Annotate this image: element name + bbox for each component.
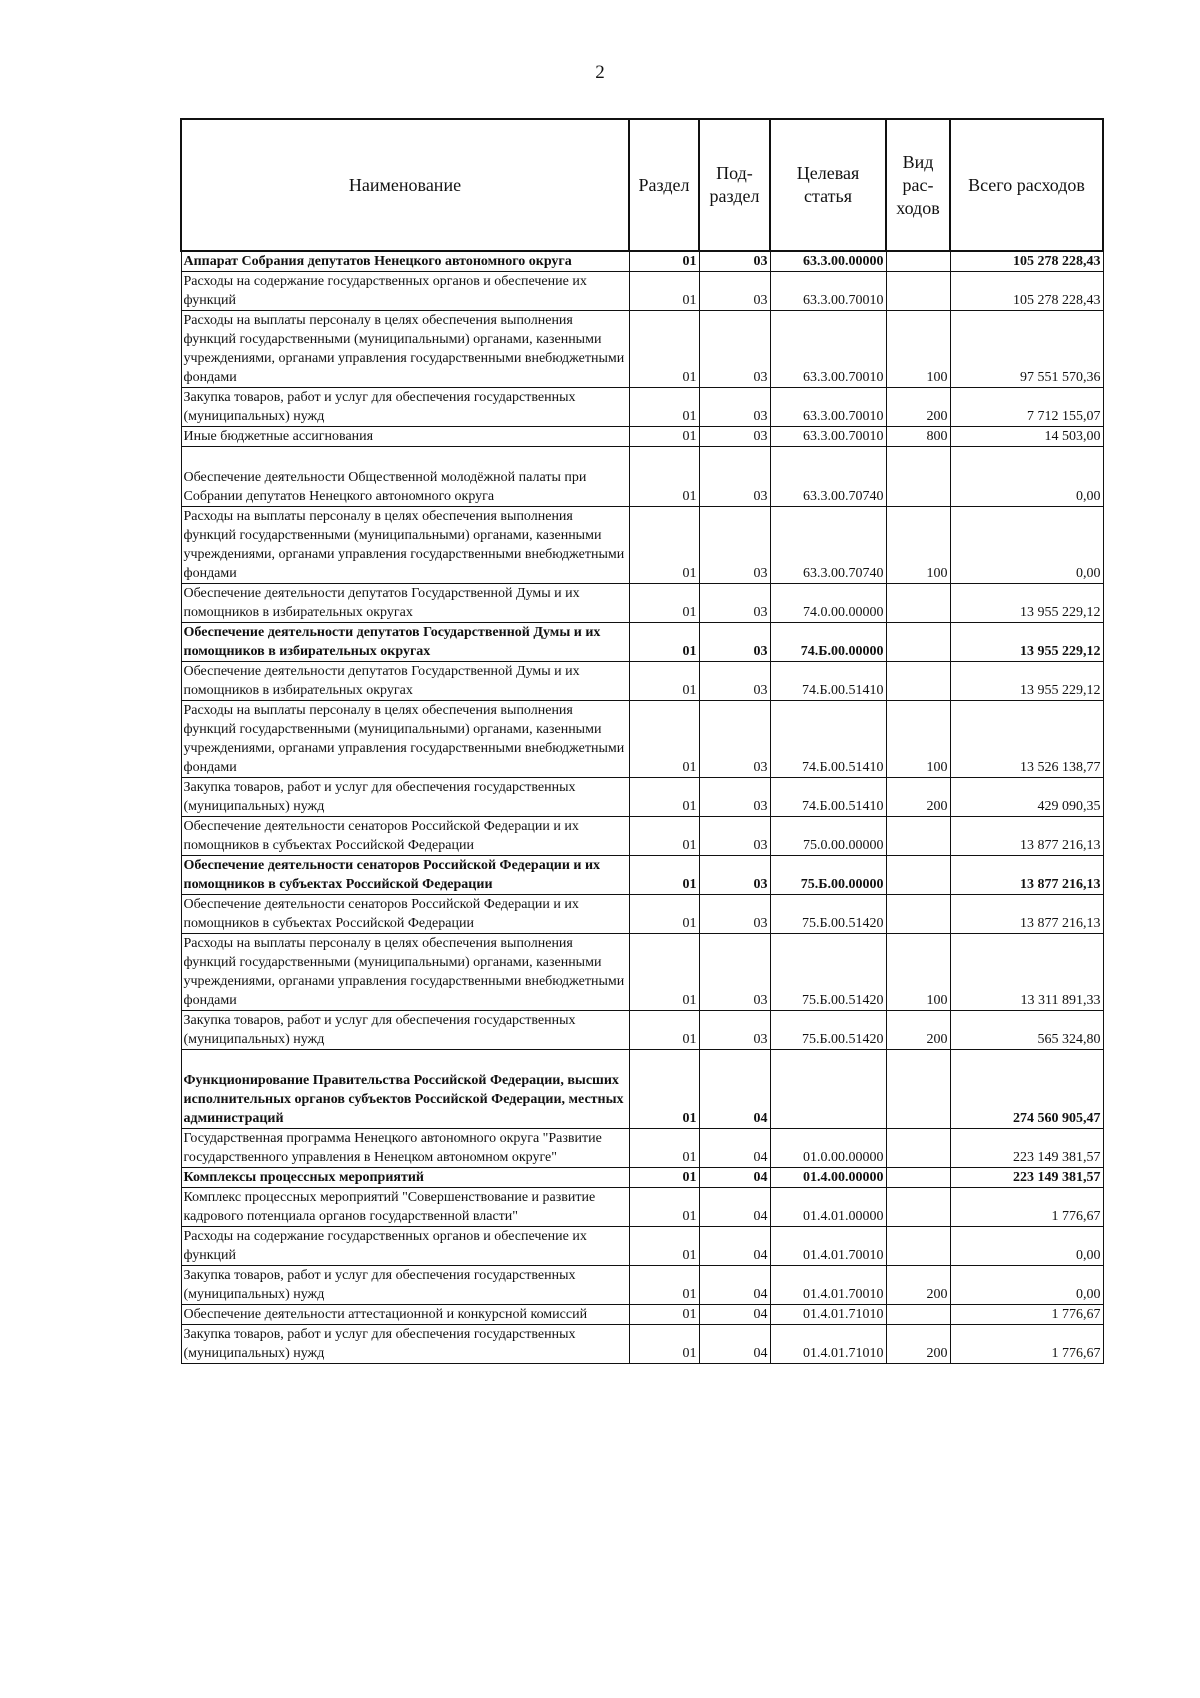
row-razdel: 01: [629, 311, 699, 388]
table-row: [181, 1305, 1103, 1325]
row-podrazdel: 03: [699, 251, 770, 272]
row-razdel: 01: [629, 856, 699, 895]
row-sum: 0,00: [950, 1227, 1103, 1266]
table-row: [181, 1188, 1103, 1227]
row-vid: [886, 1129, 950, 1168]
row-target: 75.Б.00.51420: [770, 895, 886, 934]
row-name: Закупка товаров, работ и услуг для обеспечения государственных (муниципальных) нужд: [181, 778, 629, 817]
row-vid: [886, 1188, 950, 1227]
row-sum: 274 560 905,47: [950, 1050, 1103, 1129]
row-podrazdel: 03: [699, 388, 770, 427]
row-sum: 13 877 216,13: [950, 856, 1103, 895]
row-target: 63.3.00.70010: [770, 388, 886, 427]
row-vid: 200: [886, 1011, 950, 1050]
row-target: 74.Б.00.51410: [770, 701, 886, 778]
row-sum: 1 776,67: [950, 1325, 1103, 1364]
row-sum: 429 090,35: [950, 778, 1103, 817]
row-razdel: 01: [629, 272, 699, 311]
row-name: Обеспечение деятельности сенаторов Российской Федерации и их помощников в субъектах Российской Федерации: [181, 856, 629, 895]
row-razdel: 01: [629, 1129, 699, 1168]
row-target: 63.3.00.70740: [770, 447, 886, 507]
row-target: 63.3.00.70010: [770, 272, 886, 311]
row-vid: 100: [886, 934, 950, 1011]
row-name: Обеспечение деятельности депутатов Государственной Думы и их помощников в избирательных округах: [181, 623, 629, 662]
row-name: Расходы на выплаты персоналу в целях обеспечения выполнения функций государственными (муниципальными) органами, казенными учреждениями, органами управления государственными внебюджетными фондами: [181, 701, 629, 778]
row-name: Обеспечение деятельности депутатов Государственной Думы и их помощников в избирательных округах: [181, 584, 629, 623]
row-vid: 200: [886, 388, 950, 427]
row-vid: [886, 272, 950, 311]
row-vid: 100: [886, 507, 950, 584]
table-row: [181, 311, 1103, 388]
table-row: [181, 856, 1103, 895]
table-row: [181, 1050, 1103, 1129]
row-name: Обеспечение деятельности сенаторов Российской Федерации и их помощников в субъектах Российской Федерации: [181, 817, 629, 856]
row-vid: 100: [886, 311, 950, 388]
row-name: Расходы на содержание государственных органов и обеспечение их функций: [181, 1227, 629, 1266]
header-podrazdel-line: Под-: [716, 163, 753, 183]
row-target: 01.0.00.00000: [770, 1129, 886, 1168]
row-sum: 13 955 229,12: [950, 662, 1103, 701]
header-vid-line: ходов: [896, 197, 940, 218]
row-podrazdel: 04: [699, 1188, 770, 1227]
header-name: Наименование: [181, 119, 629, 251]
row-target: 01.4.00.00000: [770, 1168, 886, 1188]
table-body: [181, 251, 1103, 1364]
row-podrazdel: 04: [699, 1050, 770, 1129]
row-sum: 13 955 229,12: [950, 584, 1103, 623]
row-podrazdel: 04: [699, 1227, 770, 1266]
header-vid-line: рас-: [902, 174, 934, 195]
row-vid: [886, 1050, 950, 1129]
table-row: [181, 701, 1103, 778]
table-row: [181, 934, 1103, 1011]
table-row: [181, 584, 1103, 623]
row-vid: 200: [886, 1266, 950, 1305]
row-podrazdel: 03: [699, 623, 770, 662]
row-razdel: 01: [629, 662, 699, 701]
row-sum: 1 776,67: [950, 1188, 1103, 1227]
row-podrazdel: 03: [699, 427, 770, 447]
row-podrazdel: 04: [699, 1168, 770, 1188]
row-razdel: 01: [629, 701, 699, 778]
row-podrazdel: 03: [699, 507, 770, 584]
row-razdel: 01: [629, 778, 699, 817]
header-total: Всего расходов: [950, 119, 1103, 251]
row-name: Функционирование Правительства Российской Федерации, высших исполнительных органов субъектов Российской Федерации, местных администраций: [181, 1050, 629, 1129]
row-target: [770, 1050, 886, 1129]
header-vid: [886, 119, 950, 251]
row-target: 74.0.00.00000: [770, 584, 886, 623]
row-vid: 200: [886, 778, 950, 817]
row-sum: 105 278 228,43: [950, 251, 1103, 272]
row-razdel: 01: [629, 388, 699, 427]
table-row: [181, 251, 1103, 272]
row-target: 01.4.01.71010: [770, 1325, 886, 1364]
row-target: 01.4.01.70010: [770, 1266, 886, 1305]
row-target: 74.Б.00.51410: [770, 778, 886, 817]
row-podrazdel: 04: [699, 1305, 770, 1325]
table-row: [181, 1266, 1103, 1305]
row-target: 75.Б.00.51420: [770, 1011, 886, 1050]
row-vid: [886, 1227, 950, 1266]
row-razdel: 01: [629, 251, 699, 272]
row-podrazdel: 03: [699, 934, 770, 1011]
table-row: [181, 1129, 1103, 1168]
row-razdel: 01: [629, 584, 699, 623]
expenditure-table: [180, 118, 1104, 1364]
row-razdel: 01: [629, 1305, 699, 1325]
row-sum: 13 877 216,13: [950, 817, 1103, 856]
row-razdel: 01: [629, 1050, 699, 1129]
row-name: Закупка товаров, работ и услуг для обеспечения государственных (муниципальных) нужд: [181, 1266, 629, 1305]
header-celevaya-line: статья: [804, 186, 852, 206]
table-row: [181, 507, 1103, 584]
row-podrazdel: 03: [699, 778, 770, 817]
row-podrazdel: 03: [699, 662, 770, 701]
row-target: 75.0.00.00000: [770, 817, 886, 856]
row-name: Обеспечение деятельности сенаторов Российской Федерации и их помощников в субъектах Российской Федерации: [181, 895, 629, 934]
row-sum: 13 311 891,33: [950, 934, 1103, 1011]
row-target: 63.3.00.00000: [770, 251, 886, 272]
row-sum: 7 712 155,07: [950, 388, 1103, 427]
table-row: [181, 623, 1103, 662]
row-name: Комплексы процессных мероприятий: [181, 1168, 629, 1188]
row-podrazdel: 03: [699, 584, 770, 623]
row-name: Закупка товаров, работ и услуг для обеспечения государственных (муниципальных) нужд: [181, 1325, 629, 1364]
row-razdel: 01: [629, 623, 699, 662]
page-number: 2: [595, 62, 605, 83]
row-vid: 800: [886, 427, 950, 447]
header-podrazdel-line: раздел: [709, 186, 760, 206]
table-row: [181, 778, 1103, 817]
row-razdel: 01: [629, 1266, 699, 1305]
row-vid: [886, 251, 950, 272]
row-razdel: 01: [629, 1227, 699, 1266]
header-razdel: Раздел: [629, 119, 699, 251]
row-vid: [886, 1168, 950, 1188]
row-sum: 13 877 216,13: [950, 895, 1103, 934]
row-target: 63.3.00.70010: [770, 311, 886, 388]
row-razdel: 01: [629, 934, 699, 1011]
row-podrazdel: 03: [699, 311, 770, 388]
row-vid: [886, 447, 950, 507]
row-target: 01.4.01.00000: [770, 1188, 886, 1227]
header-celevaya: [770, 119, 886, 251]
row-razdel: 01: [629, 447, 699, 507]
row-podrazdel: 04: [699, 1266, 770, 1305]
row-target: 63.3.00.70740: [770, 507, 886, 584]
table-row: [181, 662, 1103, 701]
table-row: [181, 1227, 1103, 1266]
table-row: [181, 1168, 1103, 1188]
row-sum: 565 324,80: [950, 1011, 1103, 1050]
row-name: Обеспечение деятельности депутатов Государственной Думы и их помощников в избирательных округах: [181, 662, 629, 701]
row-sum: 223 149 381,57: [950, 1129, 1103, 1168]
row-razdel: 01: [629, 427, 699, 447]
row-vid: [886, 662, 950, 701]
row-target: 01.4.01.71010: [770, 1305, 886, 1325]
row-sum: 0,00: [950, 507, 1103, 584]
table-row: [181, 1325, 1103, 1364]
row-sum: 14 503,00: [950, 427, 1103, 447]
row-target: 01.4.01.70010: [770, 1227, 886, 1266]
row-vid: [886, 856, 950, 895]
row-target: 74.Б.00.51410: [770, 662, 886, 701]
row-vid: 200: [886, 1325, 950, 1364]
row-sum: 105 278 228,43: [950, 272, 1103, 311]
row-name: Расходы на выплаты персоналу в целях обеспечения выполнения функций государственными (муниципальными) органами, казенными учреждениями, органами управления государственными внебюджетными фондами: [181, 311, 629, 388]
row-vid: [886, 623, 950, 662]
row-name: Расходы на содержание государственных органов и обеспечение их функций: [181, 272, 629, 311]
row-sum: 13 955 229,12: [950, 623, 1103, 662]
row-target: 74.Б.00.00000: [770, 623, 886, 662]
row-name: Расходы на выплаты персоналу в целях обеспечения выполнения функций государственными (муниципальными) органами, казенными учреждениями, органами управления государственными внебюджетными фондами: [181, 934, 629, 1011]
row-target: 63.3.00.70010: [770, 427, 886, 447]
row-razdel: 01: [629, 1325, 699, 1364]
row-name: Обеспечение деятельности Общественной молодёжной палаты при Собрании депутатов Ненецкого автономного округа: [181, 447, 629, 507]
table-row: [181, 817, 1103, 856]
table-row: [181, 427, 1103, 447]
header-vid-line: Вид: [902, 151, 934, 172]
row-razdel: 01: [629, 895, 699, 934]
table-row: [181, 272, 1103, 311]
row-razdel: 01: [629, 507, 699, 584]
table-row: [181, 1011, 1103, 1050]
row-sum: 0,00: [950, 447, 1103, 507]
row-sum: 97 551 570,36: [950, 311, 1103, 388]
row-razdel: 01: [629, 1188, 699, 1227]
row-name: Обеспечение деятельности аттестационной и конкурсной комиссий: [181, 1305, 629, 1325]
row-vid: [886, 1305, 950, 1325]
row-vid: [886, 817, 950, 856]
row-razdel: 01: [629, 1168, 699, 1188]
row-podrazdel: 04: [699, 1129, 770, 1168]
row-razdel: 01: [629, 1011, 699, 1050]
row-podrazdel: 03: [699, 856, 770, 895]
row-vid: [886, 895, 950, 934]
table-row: [181, 447, 1103, 507]
row-name: Закупка товаров, работ и услуг для обеспечения государственных (муниципальных) нужд: [181, 1011, 629, 1050]
row-name: Комплекс процессных мероприятий "Совершенствование и развитие кадрового потенциала органов государственной власти": [181, 1188, 629, 1227]
header-celevaya-line: Целевая: [796, 163, 860, 183]
row-sum: 0,00: [950, 1266, 1103, 1305]
table-row: [181, 895, 1103, 934]
row-vid: 100: [886, 701, 950, 778]
row-name: Закупка товаров, работ и услуг для обеспечения государственных (муниципальных) нужд: [181, 388, 629, 427]
row-target: 75.Б.00.00000: [770, 856, 886, 895]
row-razdel: 01: [629, 817, 699, 856]
row-podrazdel: 03: [699, 447, 770, 507]
row-sum: 13 526 138,77: [950, 701, 1103, 778]
table-header: [181, 119, 1103, 251]
row-podrazdel: 03: [699, 1011, 770, 1050]
row-podrazdel: 03: [699, 701, 770, 778]
row-name: Государственная программа Ненецкого автономного округа "Развитие государственного управления в Ненецком автономном округе": [181, 1129, 629, 1168]
row-podrazdel: 03: [699, 817, 770, 856]
header-podrazdel: [699, 119, 770, 251]
row-name: Иные бюджетные ассигнования: [181, 427, 629, 447]
row-podrazdel: 03: [699, 895, 770, 934]
row-name: Расходы на выплаты персоналу в целях обеспечения выполнения функций государственными (муниципальными) органами, казенными учреждениями, органами управления государственными внебюджетными фондами: [181, 507, 629, 584]
row-podrazdel: 04: [699, 1325, 770, 1364]
row-name: Аппарат Собрания депутатов Ненецкого автономного округа: [181, 251, 629, 272]
table-row: [181, 388, 1103, 427]
row-sum: 223 149 381,57: [950, 1168, 1103, 1188]
row-sum: 1 776,67: [950, 1305, 1103, 1325]
row-podrazdel: 03: [699, 272, 770, 311]
row-target: 75.Б.00.51420: [770, 934, 886, 1011]
row-vid: [886, 584, 950, 623]
